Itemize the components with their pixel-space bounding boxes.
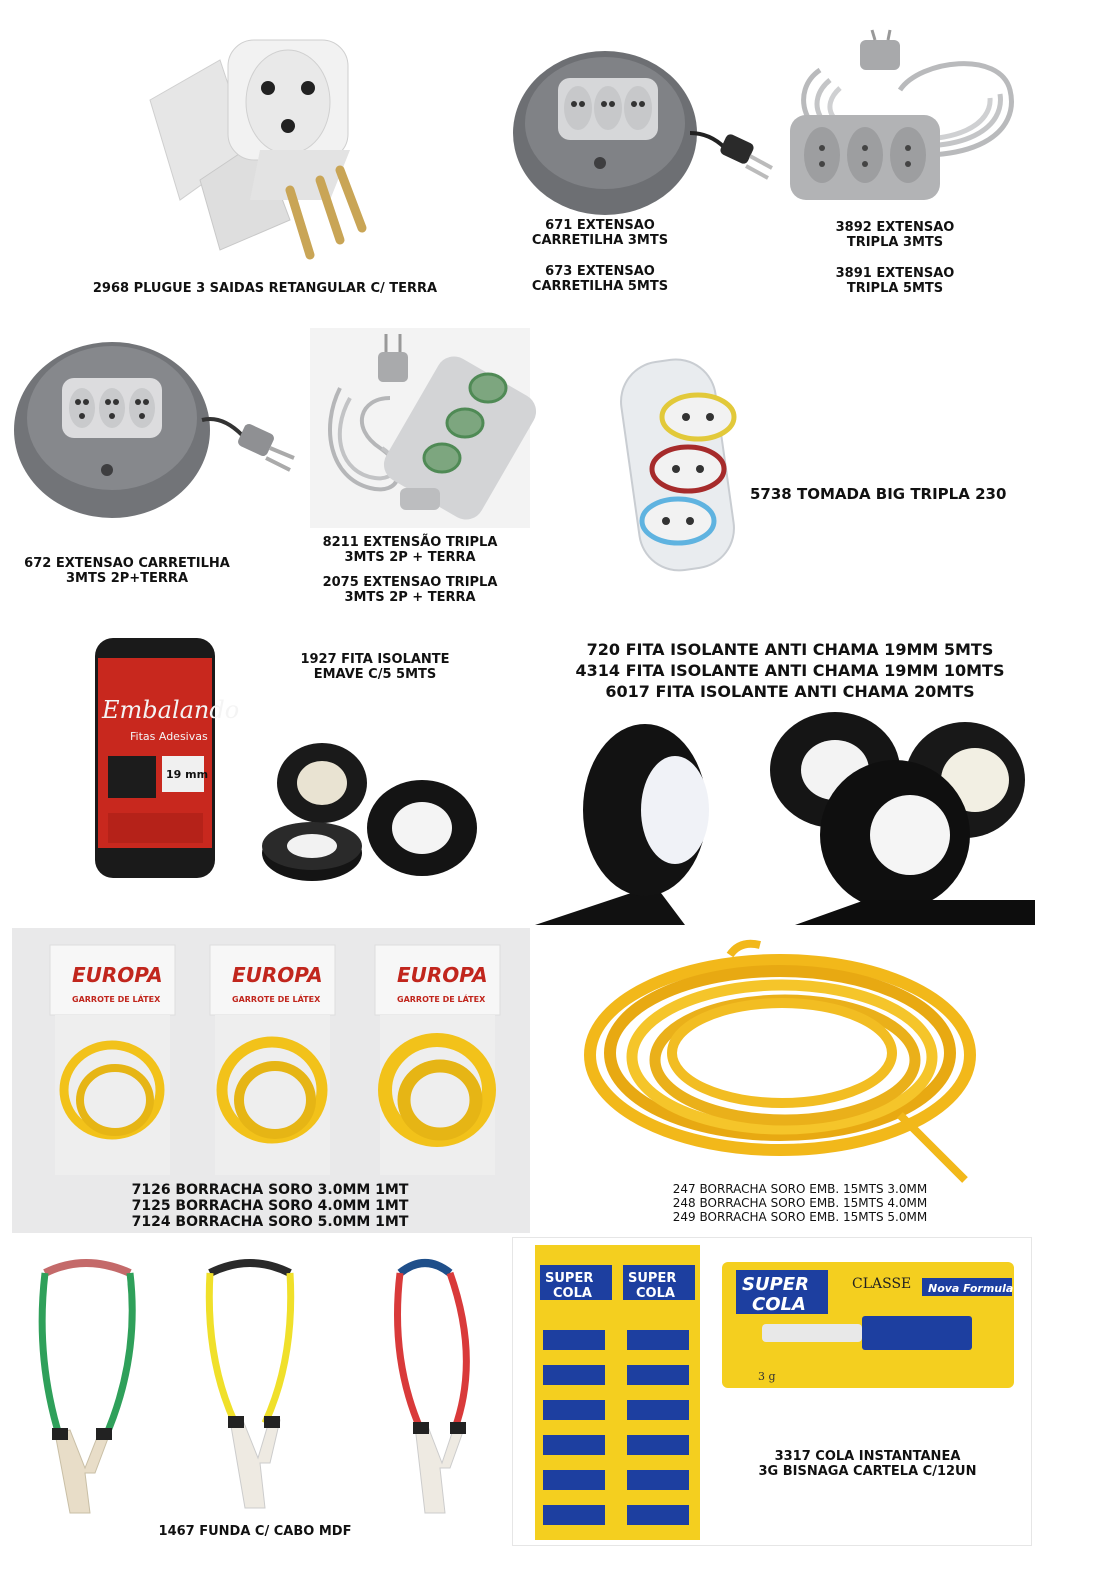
fita-anti-chama-caption: 720 FITA ISOLANTE ANTI CHAMA 19MM 5MTS 4314 FITA ISOLANTE ANTI CHAMA 19MM 10MTS 6017 FITA ISOLANTE ANTI CHAMA 20MTS bbox=[575, 640, 1005, 701]
fita-anti-chama-rolls bbox=[535, 710, 1035, 925]
cola-cartela-brand-l: SUPER bbox=[545, 1271, 594, 1286]
cola-pack-brand2: COLA bbox=[752, 1294, 806, 1315]
cola-pack-maker: CLASSE bbox=[852, 1276, 912, 1292]
cola-caption: 3317 COLA INSTANTANEA 3G BISNAGA CARTELA C/12UN bbox=[758, 1449, 977, 1479]
borracha-soro-packs bbox=[20, 940, 525, 1180]
fita-emave-package bbox=[90, 628, 240, 883]
soro-pack-1 bbox=[50, 945, 175, 1175]
funda-red bbox=[398, 1263, 467, 1513]
cola-cartela-brand2-l: COLA bbox=[553, 1286, 592, 1301]
tripla-image bbox=[780, 30, 1030, 210]
tripla-caption-2: 3891 EXTENSAO TRIPLA 5MTS bbox=[835, 266, 955, 296]
tripla-caption-1: 3892 EXTENSAO TRIPLA 3MTS bbox=[835, 220, 955, 250]
soro-pack-2-brand: EUROPA bbox=[232, 963, 323, 987]
tomada-big-caption: 5738 TOMADA BIG TRIPLA 230 bbox=[750, 485, 1007, 503]
fita-emave-package-text: Embalando bbox=[102, 696, 240, 724]
cola-pack-badge: Nova Formula bbox=[928, 1282, 1014, 1295]
carretilha-caption-1: 671 EXTENSAO CARRETILHA 3MTS bbox=[531, 218, 669, 248]
soro-pack-3-brand: EUROPA bbox=[397, 963, 488, 987]
fita-emave-rolls bbox=[262, 738, 482, 888]
fita-emave-caption: 1927 FITA ISOLANTE EMAVE C/5 5MTS bbox=[300, 652, 450, 682]
tripla-terra-caption-1: 8211 EXTENSÃO TRIPLA 3MTS 2P + TERRA bbox=[322, 535, 498, 565]
cola-cartela-brand2-r: COLA bbox=[636, 1286, 675, 1301]
soro-pack-2-sub: GARROTE DE LÁTEX bbox=[232, 995, 321, 1004]
borracha-emb-caption: 247 BORRACHA SORO EMB. 15MTS 3.0MM 248 BORRACHA SORO EMB. 15MTS 4.0MM 249 BORRACHA SORO EMB. 15MTS 5.0MM bbox=[672, 1182, 928, 1224]
soro-pack-2 bbox=[210, 945, 335, 1175]
soro-pack-1-brand: EUROPA bbox=[72, 963, 163, 987]
cola-pack bbox=[722, 1262, 1014, 1388]
carretilha-terra-image bbox=[12, 330, 302, 520]
borracha-emb-image bbox=[570, 935, 990, 1180]
soro-pack-3 bbox=[375, 945, 500, 1175]
carretilha-caption-2: 673 EXTENSAO CARRETILHA 5MTS bbox=[531, 264, 669, 294]
fita-emave-package-sub: Fitas Adesivas bbox=[130, 730, 208, 743]
funda-yellow bbox=[209, 1263, 290, 1508]
cola-pack-size: 3 g bbox=[758, 1370, 776, 1383]
soro-pack-3-sub: GARROTE DE LÁTEX bbox=[397, 995, 486, 1004]
cola-cartela bbox=[535, 1245, 700, 1540]
tomada-big-image bbox=[600, 355, 750, 575]
funda-caption: 1467 FUNDA C/ CABO MDF bbox=[158, 1524, 352, 1539]
carretilha-image bbox=[510, 38, 780, 218]
plugue-image bbox=[140, 30, 380, 270]
funda-green bbox=[42, 1263, 132, 1513]
tripla-terra-image bbox=[310, 328, 530, 528]
carretilha-terra-caption: 672 EXTENSAO CARRETILHA 3MTS 2P+TERRA bbox=[24, 556, 230, 586]
cola-pack-brand: SUPER bbox=[742, 1274, 809, 1295]
cola-cartela-brand-r: SUPER bbox=[628, 1271, 677, 1286]
fita-emave-package-size: 19 mm bbox=[166, 768, 209, 781]
plugue-caption: 2968 PLUGUE 3 SAIDAS RETANGULAR C/ TERRA bbox=[92, 281, 438, 296]
soro-pack-1-sub: GARROTE DE LÁTEX bbox=[72, 995, 161, 1004]
borracha-soro-caption: 7126 BORRACHA SORO 3.0MM 1MT 7125 BORRACHA SORO 4.0MM 1MT 7124 BORRACHA SORO 5.0MM 1MT bbox=[131, 1182, 409, 1231]
funda-image bbox=[30, 1248, 500, 1518]
tripla-terra-caption-2: 2075 EXTENSAO TRIPLA 3MTS 2P + TERRA bbox=[322, 575, 498, 605]
